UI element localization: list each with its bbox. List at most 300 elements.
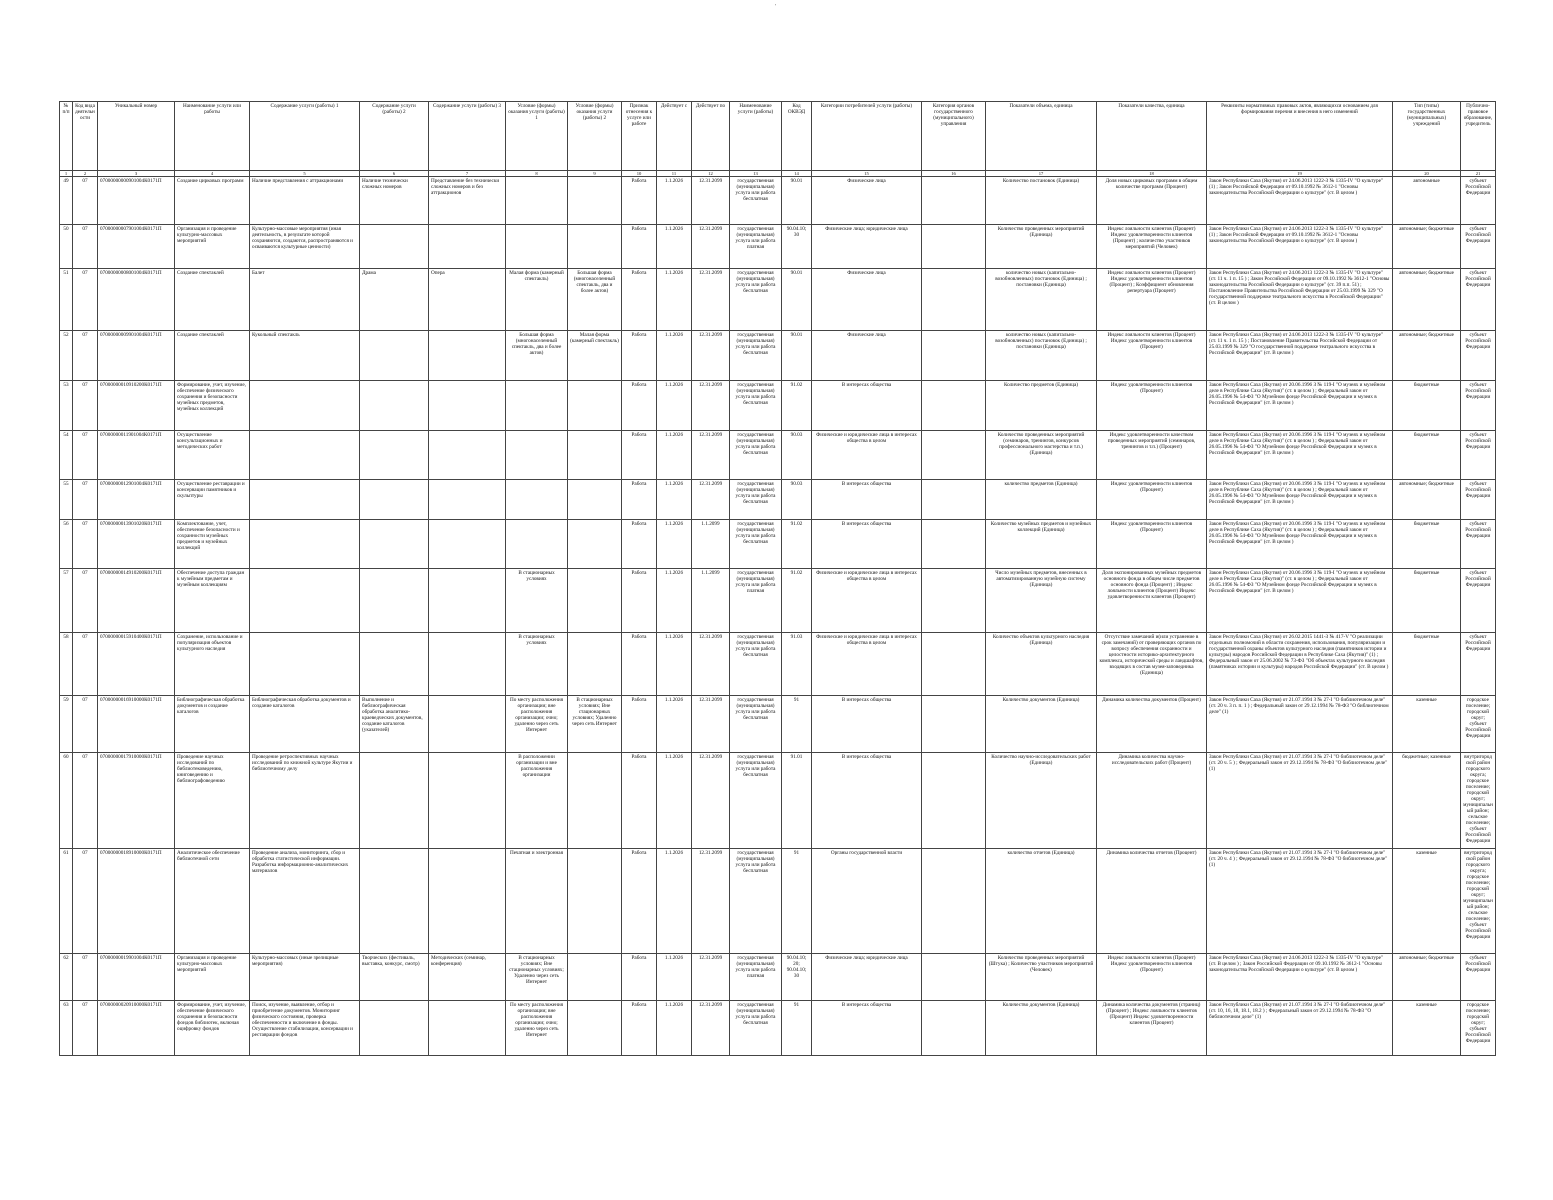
cell-okv: 91.02 xyxy=(782,520,812,569)
cell-from: 1.1.2026 xyxy=(657,954,692,1001)
cell-vol: Количество проведенных мероприятий (семинаров, тренингов, конкурсов профессионального мастерства и т.п.) (Единица) xyxy=(986,431,1097,480)
column-header: Тип (типы) государственных (муниципальных) учреждений xyxy=(1393,102,1461,171)
column-number: 5 xyxy=(250,171,360,177)
cell-from: 1.1.2026 xyxy=(657,177,692,225)
cell-vol: Количество документов (Единица) xyxy=(986,696,1097,753)
column-number: 14 xyxy=(782,171,812,177)
cell-kind: государственная (муниципальная) услуга или работа платная xyxy=(730,569,782,633)
cell-law: Закон Республики Саха (Якутия) от 20.06.1996 З № 119-I "О музеях и музейном деле в Республике Саха (Якутия)" (ст. в целом ) ; Федеральный закон от 26.05.1996 № 54-ФЗ "О Музейном фонде Российской Федерации и музеях в Российской Федерации" (ст. В целом ) xyxy=(1207,431,1393,480)
cell-law: Закон Республики Саха (Якутия) от 21.07.1994 З № 27-I "О библиотечном деле" (ст. 20 ч. 5 ) ; Федеральный закон от 29.12.1994 № 78-ФЗ "О библиотечном деле" (1) xyxy=(1207,753,1393,849)
cell-code: 07000000009901004К0171П xyxy=(98,331,175,381)
cell-n: 61 xyxy=(60,849,73,954)
cell-code: 07000000018910000К0171П xyxy=(98,849,175,954)
cell-qual: Динамика количества отчетов (Процент) xyxy=(1097,849,1207,954)
cell-code: 07000000020910000К0171П xyxy=(98,1001,175,1056)
cell-founder: субъект Российской Федерации xyxy=(1461,633,1496,696)
cell-f2 xyxy=(568,520,622,569)
table-row xyxy=(60,431,1496,480)
cell-code: 07000000019901004К0171П xyxy=(98,954,175,1001)
cell-c3: Методических (семинар, конференция) xyxy=(429,954,506,1001)
cell-from: 1.1.2026 xyxy=(657,269,692,331)
cell-c2 xyxy=(360,480,429,520)
cell-org xyxy=(922,520,986,569)
cell-okv: 91.01 xyxy=(782,753,812,849)
cell-kind: государственная (муниципальная) услуга или работа бесплатная xyxy=(730,331,782,381)
cell-law: Закон Республики Саха (Якутия) от 24.06.2013 1222-З № 1335-IV "О культуре" (ст. В целом ) ; Закон Российской Федерации от 09.10.1992 № 3612-1 "Основы законодательства Российской Федерации о культуре" (ст. В целом ) xyxy=(1207,954,1393,1001)
cell-law: Закон Республики Саха (Якутия) от 24.06.2013 1222-З № 1335-IV "О культуре" (1) ; Закон Российской Федерации от 09.10.1992 № 3612-1 "Основы законодательства Российской Федерации о культуре" (ст. В целом ) xyxy=(1207,177,1393,225)
column-header: Категория органов государственного (муниципального) управления xyxy=(922,102,986,171)
cell-to: 12.31.2099 xyxy=(692,633,730,696)
cell-f1: Малая форма (камерный спектакль) xyxy=(506,269,568,331)
cell-founder: субъект Российской Федерации xyxy=(1461,331,1496,381)
cell-cons: В интересах общества xyxy=(812,520,922,569)
cell-c3 xyxy=(429,569,506,633)
cell-to: 12.31.2099 xyxy=(692,381,730,431)
cell-qual: Динамика количества научно-исследовательских работ (Процент) xyxy=(1097,753,1207,849)
cell-law: Закон Республики Саха (Якутия) от 26.02.2015 1441-З № 417-V "О реализации отдельных полномочий в области сохранения, использования, популяризации и государственной охраны объектов культурного наследия (памятников истории и культуры) народов Российской Федерации в Республике Саха (Якутия)" (1) ; Федеральный закон от 25.06.2002 № 73-ФЗ "Об объектах культурного наследия (памятниках истории и культуры) народов Российской Федерации" (ст. В целом ) xyxy=(1207,633,1393,696)
table-row xyxy=(60,954,1496,1001)
cell-qual: Индекс лояльности клиентов (Процент) Индекс удовлетворенности клиентов (Процент) ; Коэффициент обновления репертуара (Процент) xyxy=(1097,269,1207,331)
table-row xyxy=(60,177,1496,225)
cell-c3 xyxy=(429,225,506,269)
cell-vol: количество новых (капитально-возобновленных) постановок (Единица) ; постановки (Единица) xyxy=(986,269,1097,331)
cell-f1: В расположении организации и вне расположения организации xyxy=(506,753,568,849)
cell-c3 xyxy=(429,753,506,849)
column-header: № п/п xyxy=(60,102,73,171)
column-number: 7 xyxy=(429,171,506,177)
cell-founder: субъект Российской Федерации xyxy=(1461,177,1496,225)
table-row xyxy=(60,569,1496,633)
cell-vol: Количество музейных предметов и музейных коллекций (Единица) xyxy=(986,520,1097,569)
cell-name: Проведение научных исследований по библиотековедению, книговедению и библиографоведению xyxy=(175,753,250,849)
cell-name: Осуществление консультационных и методических работ xyxy=(175,431,250,480)
cell-to: 12.31.2099 xyxy=(692,480,730,520)
cell-from: 1.1.2026 xyxy=(657,381,692,431)
cell-vol: Число музейных предметов, внесенных в автоматизированную музейную систему (Единица) xyxy=(986,569,1097,633)
cell-sign: Работа xyxy=(622,331,657,381)
column-number: 21 xyxy=(1461,171,1496,177)
column-header: Публично-правовое образование, учредитель xyxy=(1461,102,1496,171)
cell-qual: Индекс удовлетворенности качеством проведенных мероприятий (семинаров, тренингов и т.п.) (Процент) xyxy=(1097,431,1207,480)
cell-sign: Работа xyxy=(622,269,657,331)
cell-qual: Доля новых цирковых программ в общем количестве программ (Процент) xyxy=(1097,177,1207,225)
cell-founder: внутригородской район городского округа; городское поселение; городской округ; муниципальный район; сельское поселение; субъект Российской Федерации xyxy=(1461,849,1496,954)
cell-law: Закон Республики Саха (Якутия) от 24.06.2013 1222-З № 1335-IV "О культуре" (ст. 11 ч. 1 п. 15 ) ; Постановление Правительства Российской Федерации от 25.03.1999 № 329 "О государственной поддержке театрального искусства в Российской Федерации" (ст. В целом ) xyxy=(1207,331,1393,381)
cell-c3 xyxy=(429,520,506,569)
cell-from: 1.1.2026 xyxy=(657,849,692,954)
cell-qual: Отсутствие замечаний и(или устранение в срок замечаний) от проверяющих органов по вопросу обеспечения сохранности и целостности историко-архитектурного комплекса, исторической среды и ландшафтов, входящих в состав музея-заповедника (Единица) xyxy=(1097,633,1207,696)
cell-org xyxy=(922,1001,986,1056)
cell-type: автономные; бюджетные xyxy=(1393,480,1461,520)
column-header: Условие (формы) оказания услуги (работы) 1 xyxy=(506,102,568,171)
cell-name: Библиографическая обработка документов и создание каталогов xyxy=(175,696,250,753)
cell-c1: Культурно-массовых (иные зрелищные мероприятия) xyxy=(250,954,360,1001)
cell-to: 12.31.2099 xyxy=(692,849,730,954)
cell-code: 07000000015910400К0171П xyxy=(98,633,175,696)
cell-kind: государственная (муниципальная) услуга или работа бесплатная xyxy=(730,480,782,520)
cell-kind: государственная (муниципальная) услуга или работа бесплатная xyxy=(730,520,782,569)
cell-n: 52 xyxy=(60,331,73,381)
cell-c3: Представление без технически сложных номеров и без аттракционов xyxy=(429,177,506,225)
cell-code: 07000000010910200К0171П xyxy=(98,381,175,431)
cell-law: Закон Республики Саха (Якутия) от 20.06.1996 З № 119-I "О музеях и музейном деле в Республике Саха (Якутия)" (ст. в целом ) ; Федеральный закон от 26.05.1996 № 54-ФЗ "О Музейном фонде Российской Федерации и музеях в Российской Федерации" (ст. В целом ) xyxy=(1207,569,1393,633)
cell-c1: Культурно-массовые мероприятия (иная деятельность, в результате которой сохраняются, создаются, распространяются и осваиваются культурные ценности) xyxy=(250,225,360,269)
cell-type: автономные; бюджетные xyxy=(1393,331,1461,381)
cell-okved: 07 xyxy=(73,431,98,480)
cell-c3 xyxy=(429,431,506,480)
cell-law: Закон Республики Саха (Якутия) от 24.06.2013 1222-З № 1335-IV "О культуре" (ст. 11 ч. 1 п. 15 ) ; Закон Российской Федерации от 09.10.1992 № 3612-1 "Основы законодательства Российской Федерации о культуре" (ст. 39 п.п. 51) ; Постановление Правительства Российской Федерации от 25.03.1999 № 329 "О государственной поддержке театрального искусства в Российской Федерации" (ст. В целом ) xyxy=(1207,269,1393,331)
cell-qual: Доля экспонированных музейных предметов основного фонда в общем числе предметов основного фонда (Процент) ; Индекс лояльности клиентов (Процент) Индекс удовлетворенности клиентов (Процент) xyxy=(1097,569,1207,633)
column-header: Показатели объема, единица xyxy=(986,102,1097,171)
cell-to: 12.31.2099 xyxy=(692,696,730,753)
cell-okved: 07 xyxy=(73,1001,98,1056)
cell-type: казенные xyxy=(1393,696,1461,753)
cell-okv: 91.02 xyxy=(782,569,812,633)
column-number: 3 xyxy=(98,171,175,177)
cell-org xyxy=(922,480,986,520)
cell-okved: 07 xyxy=(73,177,98,225)
cell-sign: Работа xyxy=(622,954,657,1001)
table-body xyxy=(60,177,1496,1056)
cell-c1 xyxy=(250,633,360,696)
cell-qual: Динамика количества документов (страниц) (Процент) ; Индекс лояльности клиентов (Процент) Индекс удовлетворенности клиентов (Процент) xyxy=(1097,1001,1207,1056)
cell-c2: Творческих (фестиваль, выставка, конкурс, смотр) xyxy=(360,954,429,1001)
cell-org xyxy=(922,633,986,696)
cell-from: 1.1.2026 xyxy=(657,633,692,696)
cell-n: 60 xyxy=(60,753,73,849)
cell-org xyxy=(922,849,986,954)
cell-org xyxy=(922,569,986,633)
cell-founder: субъект Российской Федерации xyxy=(1461,225,1496,269)
cell-okv: 91 xyxy=(782,696,812,753)
cell-law: Закон Республики Саха (Якутия) от 21.07.1994 З № 27-I "О библиотечном деле" (ст. 10, 16, 18, 18.1, 18.2 ) ; Федеральный закон от 29.12.1994 № 78-ФЗ "О библиотечном деле" (1) xyxy=(1207,1001,1393,1056)
cell-c2 xyxy=(360,331,429,381)
cell-from: 1.1.2026 xyxy=(657,1001,692,1056)
cell-name: Организация и проведение культурно-массовых мероприятий xyxy=(175,225,250,269)
cell-okved: 07 xyxy=(73,753,98,849)
cell-org xyxy=(922,696,986,753)
page-mark: ' xyxy=(775,4,777,10)
cell-code: 07000000016910000К0171П xyxy=(98,696,175,753)
cell-sign: Работа xyxy=(622,480,657,520)
cell-f2: В стационарных условиях; Вне стационарных условиях; Удаленно через сеть Интернет xyxy=(568,696,622,753)
cell-c3 xyxy=(429,633,506,696)
cell-type: автономные; бюджетные xyxy=(1393,269,1461,331)
column-number: 18 xyxy=(1097,171,1207,177)
cell-n: 63 xyxy=(60,1001,73,1056)
cell-org xyxy=(922,381,986,431)
cell-okved: 07 xyxy=(73,269,98,331)
table-row xyxy=(60,269,1496,331)
cell-c2 xyxy=(360,225,429,269)
cell-to: 12.31.2099 xyxy=(692,1001,730,1056)
column-header: Категории потребителей услуги (работы) xyxy=(812,102,922,171)
column-header: Содержание услуги (работы) 3 xyxy=(429,102,506,171)
cell-c1 xyxy=(250,520,360,569)
cell-n: 50 xyxy=(60,225,73,269)
table-row xyxy=(60,849,1496,954)
cell-cons: Физические лица; юридические лица xyxy=(812,954,922,1001)
cell-c3 xyxy=(429,381,506,431)
cell-f1 xyxy=(506,381,568,431)
cell-sign: Работа xyxy=(622,753,657,849)
cell-f2: Большая форма (многонаселенный спектакль, два и более актов) xyxy=(568,269,622,331)
cell-okved: 07 xyxy=(73,381,98,431)
cell-from: 1.1.2026 xyxy=(657,569,692,633)
cell-type: автономные; бюджетные xyxy=(1393,225,1461,269)
cell-name: Организация и проведение культурно-массовых мероприятий xyxy=(175,954,250,1001)
cell-to: 1.1.2099 xyxy=(692,520,730,569)
cell-c2 xyxy=(360,1001,429,1056)
cell-code: 07000000011901004К0171П xyxy=(98,431,175,480)
cell-founder: субъект Российской Федерации xyxy=(1461,569,1496,633)
table-row xyxy=(60,633,1496,696)
cell-n: 49 xyxy=(60,177,73,225)
cell-f1: В стационарных условиях; Вне стационарных условиях; Удаленно через сеть Интернет xyxy=(506,954,568,1001)
cell-okved: 07 xyxy=(73,696,98,753)
cell-f2 xyxy=(568,177,622,225)
cell-code: 07000000000901004К0171П xyxy=(98,177,175,225)
cell-c1 xyxy=(250,431,360,480)
cell-sign: Работа xyxy=(622,569,657,633)
cell-code: 07000000017910000К0171П xyxy=(98,753,175,849)
cell-c3 xyxy=(429,696,506,753)
cell-c1: Проведение ретроспективных научных исследований по книжной культуре Якутии и библиотечному делу xyxy=(250,753,360,849)
cell-f2 xyxy=(568,1001,622,1056)
cell-f2 xyxy=(568,480,622,520)
column-number: 20 xyxy=(1393,171,1461,177)
cell-code: 07000000007901004К0171П xyxy=(98,225,175,269)
column-header: Код вида деятельности xyxy=(73,102,98,171)
cell-type: автономные; бюджетные xyxy=(1393,954,1461,1001)
cell-okv: 90.03 xyxy=(782,431,812,480)
column-number: 9 xyxy=(568,171,622,177)
cell-c3 xyxy=(429,331,506,381)
cell-founder: городское поселение; городской округ; субъект Российской Федерации xyxy=(1461,1001,1496,1056)
cell-org xyxy=(922,431,986,480)
cell-n: 59 xyxy=(60,696,73,753)
cell-n: 53 xyxy=(60,381,73,431)
cell-f1: По месту расположения организации; вне расположения организации; очно; удаленно через сеть Интернет xyxy=(506,696,568,753)
cell-f1 xyxy=(506,480,568,520)
cell-f1: Большая форма (многонаселенный спектакль, два и более актов) xyxy=(506,331,568,381)
column-header: Содержание услуги (работы) 1 xyxy=(250,102,360,171)
cell-law: Закон Республики Саха (Якутия) от 21.07.1994 З № 27-I "О библиотечном деле" (ст. 20 ч. 3 п. п. 1 ) ; Федеральный закон от 29.12.1994 № 78-ФЗ "О библиотечном деле" (1) xyxy=(1207,696,1393,753)
column-number: 11 xyxy=(657,171,692,177)
services-register-table xyxy=(59,101,1496,1056)
cell-kind: государственная (муниципальная) услуга или работа бесплатная xyxy=(730,1001,782,1056)
column-number: 12 xyxy=(692,171,730,177)
cell-vol: количество новых (капитально-возобновленных) постановок (Единица) ; постановки (Единица) xyxy=(986,331,1097,381)
cell-vol: Количество объектов культурного наследия (Единица) xyxy=(986,633,1097,696)
cell-org xyxy=(922,269,986,331)
cell-to: 12.31.2099 xyxy=(692,954,730,1001)
cell-c2: Выполнение и библиографическая обработка аналитико-краеведческих документов, создание каталогов (указателей) xyxy=(360,696,429,753)
table-row xyxy=(60,225,1496,269)
cell-c3 xyxy=(429,1001,506,1056)
cell-type: бюджетные xyxy=(1393,381,1461,431)
cell-qual: Индекс удовлетворенности клиентов (Процент) xyxy=(1097,520,1207,569)
cell-type: бюджетные; казенные xyxy=(1393,753,1461,849)
table-row xyxy=(60,520,1496,569)
cell-f2 xyxy=(568,753,622,849)
cell-type: бюджетные xyxy=(1393,520,1461,569)
cell-f2 xyxy=(568,569,622,633)
column-number: 6 xyxy=(360,171,429,177)
cell-qual: Динамика количества документов (Процент) xyxy=(1097,696,1207,753)
cell-sign: Работа xyxy=(622,1001,657,1056)
cell-c2 xyxy=(360,381,429,431)
cell-org xyxy=(922,753,986,849)
column-header: Условие (формы) оказания услуги (работы) 2 xyxy=(568,102,622,171)
cell-cons: В интересах общества xyxy=(812,696,922,753)
cell-c1: Кукольный спектакль xyxy=(250,331,360,381)
column-header: Содержание услуги (работы) 2 xyxy=(360,102,429,171)
cell-from: 1.1.2026 xyxy=(657,331,692,381)
cell-okved: 07 xyxy=(73,331,98,381)
cell-cons: Физические и юридические лица в интересах общества в целом xyxy=(812,633,922,696)
cell-n: 56 xyxy=(60,520,73,569)
cell-org xyxy=(922,177,986,225)
column-header: Действует по xyxy=(692,102,730,171)
column-number: 17 xyxy=(986,171,1097,177)
column-header: Реквизиты нормативных правовых актов, являющихся основанием для формирования перечня и внесения в него изменений xyxy=(1207,102,1393,171)
cell-founder: субъект Российской Федерации xyxy=(1461,954,1496,1001)
cell-type: казенные xyxy=(1393,849,1461,954)
cell-n: 55 xyxy=(60,480,73,520)
cell-f1: В стационарных условиях xyxy=(506,633,568,696)
cell-c1: Наличие представления с аттракционами xyxy=(250,177,360,225)
cell-to: 12.31.2099 xyxy=(692,431,730,480)
cell-okv: 91.03 xyxy=(782,633,812,696)
cell-name: Осуществление реставрации и консервации памятников и скульптуры xyxy=(175,480,250,520)
cell-law: Закон Республики Саха (Якутия) от 20.06.1996 З № 119-I "О музеях и музейном деле в Республике Саха (Якутия)" (ст. в целом ) ; Федеральный закон от 26.05.1996 № 54-ФЗ "О Музейном фонде Российской Федерации и музеях в Российской Федерации" (ст. В целом ) xyxy=(1207,520,1393,569)
cell-c2 xyxy=(360,569,429,633)
cell-vol: Количество документов (Единица) xyxy=(986,1001,1097,1056)
column-header: Действует с xyxy=(657,102,692,171)
cell-kind: государственная (муниципальная) услуга или работа бесплатная xyxy=(730,696,782,753)
cell-sign: Работа xyxy=(622,177,657,225)
cell-c3: Опера xyxy=(429,269,506,331)
cell-f1 xyxy=(506,520,568,569)
cell-org xyxy=(922,225,986,269)
column-number: 2 xyxy=(73,171,98,177)
cell-n: 58 xyxy=(60,633,73,696)
cell-cons: Физические и юридические лица в интересах общества в целом xyxy=(812,431,922,480)
cell-kind: государственная (муниципальная) услуга или работа бесплатная xyxy=(730,849,782,954)
cell-cons: В интересах общества xyxy=(812,753,922,849)
cell-f2 xyxy=(568,633,622,696)
cell-code: 07000000012901004К0171П xyxy=(98,480,175,520)
cell-kind: государственная (муниципальная) услуга или работа бесплатная xyxy=(730,381,782,431)
cell-c1: Библиографическая обработка документов и создание каталогов xyxy=(250,696,360,753)
cell-code: 07000000008001004К0171П xyxy=(98,269,175,331)
cell-f2: Малая форма (камерный спектакль) xyxy=(568,331,622,381)
cell-cons: В интересах общества xyxy=(812,381,922,431)
table-row xyxy=(60,480,1496,520)
cell-name: Формирование, учет, изучение, обеспечение физического сохранения и безопасности музейных предметов, музейных коллекций xyxy=(175,381,250,431)
column-number: 1 xyxy=(60,171,73,177)
cell-okv: 90.01 xyxy=(782,177,812,225)
cell-c2 xyxy=(360,753,429,849)
cell-name: Аналитическое обеспечение библиотечной сети xyxy=(175,849,250,954)
cell-founder: субъект Российской Федерации xyxy=(1461,480,1496,520)
cell-c2 xyxy=(360,633,429,696)
cell-f1: В стационарных условиях xyxy=(506,569,568,633)
cell-from: 1.1.2026 xyxy=(657,225,692,269)
cell-vol: количество предметов (Единица) xyxy=(986,480,1097,520)
column-number: 13 xyxy=(730,171,782,177)
table-row xyxy=(60,381,1496,431)
column-number: 8 xyxy=(506,171,568,177)
cell-sign: Работа xyxy=(622,431,657,480)
cell-cons: Органы государственной власти xyxy=(812,849,922,954)
cell-name: Создание спектаклей xyxy=(175,269,250,331)
cell-cons: В интересах общества xyxy=(812,1001,922,1056)
cell-founder: субъект Российской Федерации xyxy=(1461,520,1496,569)
cell-from: 1.1.2026 xyxy=(657,696,692,753)
cell-c1 xyxy=(250,480,360,520)
cell-from: 1.1.2026 xyxy=(657,753,692,849)
cell-sign: Работа xyxy=(622,381,657,431)
cell-kind: государственная (муниципальная) услуга или работа платная xyxy=(730,954,782,1001)
cell-to: 12.31.2099 xyxy=(692,331,730,381)
cell-okv: 90.03 xyxy=(782,480,812,520)
cell-okv: 91 xyxy=(782,849,812,954)
cell-f2 xyxy=(568,381,622,431)
cell-law: Закон Республики Саха (Якутия) от 20.06.1996 З № 119-I "О музеях и музейном деле в Республике Саха (Якутия)" (ст. в целом ) ; Федеральный закон от 26.05.1996 № 54-ФЗ "О Музейном фонде Российской Федерации и музеях в Российской Федерации" (ст. В целом ) xyxy=(1207,381,1393,431)
cell-name: Сохранение, использование и популяризация объектов культурного наследия xyxy=(175,633,250,696)
cell-okved: 07 xyxy=(73,633,98,696)
cell-qual: Индекс удовлетворенности клиентов (Процент) xyxy=(1097,381,1207,431)
cell-kind: государственная (муниципальная) услуга или работа бесплатная xyxy=(730,269,782,331)
cell-org xyxy=(922,331,986,381)
cell-kind: государственная (муниципальная) услуга или работа платная xyxy=(730,225,782,269)
column-header: Уникальный номер xyxy=(98,102,175,171)
cell-kind: государственная (муниципальная) услуга или работа бесплатная xyxy=(730,431,782,480)
column-header: Наименование услуги или работы xyxy=(175,102,250,171)
cell-okv: 91 xyxy=(782,1001,812,1056)
cell-c1: Балет xyxy=(250,269,360,331)
cell-n: 62 xyxy=(60,954,73,1001)
cell-vol: Количество предметов (Единица) xyxy=(986,381,1097,431)
cell-vol: Количество проведенных мероприятий (Единица) xyxy=(986,225,1097,269)
cell-name: Формирование, учет, изучение, обеспечение физического сохранения и безопасности фондов библиотек, включая оцифровку фондов xyxy=(175,1001,250,1056)
cell-type: бюджетные xyxy=(1393,431,1461,480)
column-header: Наименование услуги (работы) xyxy=(730,102,782,171)
cell-from: 1.1.2026 xyxy=(657,431,692,480)
cell-c1: Проведение анализа, мониторинга, сбор и обработка статистической информации. Разработка информационно-аналитических материалов xyxy=(250,849,360,954)
cell-qual: Индекс лояльности клиентов (Процент) Индекс удовлетворенности клиентов (Процент) xyxy=(1097,331,1207,381)
cell-okved: 07 xyxy=(73,480,98,520)
cell-cons: Физические и юридические лица в интересах общества в целом xyxy=(812,569,922,633)
cell-kind: государственная (муниципальная) услуга или работа бесплатная xyxy=(730,177,782,225)
cell-okv: 90.01 xyxy=(782,331,812,381)
cell-cons: Физические лица; юридические лица xyxy=(812,225,922,269)
table-row xyxy=(60,753,1496,849)
cell-f1 xyxy=(506,431,568,480)
cell-founder: субъект Российской Федерации xyxy=(1461,269,1496,331)
column-number: 16 xyxy=(922,171,986,177)
column-header: Показатели качества, единица xyxy=(1097,102,1207,171)
cell-okved: 07 xyxy=(73,849,98,954)
cell-sign: Работа xyxy=(622,520,657,569)
cell-c1: Поиск, изучение, выявление, отбор и приобретение документов. Мониторинг физического состояния, проверка обеспеченности и включение в фонды. Осуществление стабилизации, консервации и реставрации фондов xyxy=(250,1001,360,1056)
cell-c1 xyxy=(250,381,360,431)
table-row xyxy=(60,331,1496,381)
cell-okved: 07 xyxy=(73,520,98,569)
cell-name: Обеспечение доступа граждан к музейным предметам и музейным коллекциям xyxy=(175,569,250,633)
